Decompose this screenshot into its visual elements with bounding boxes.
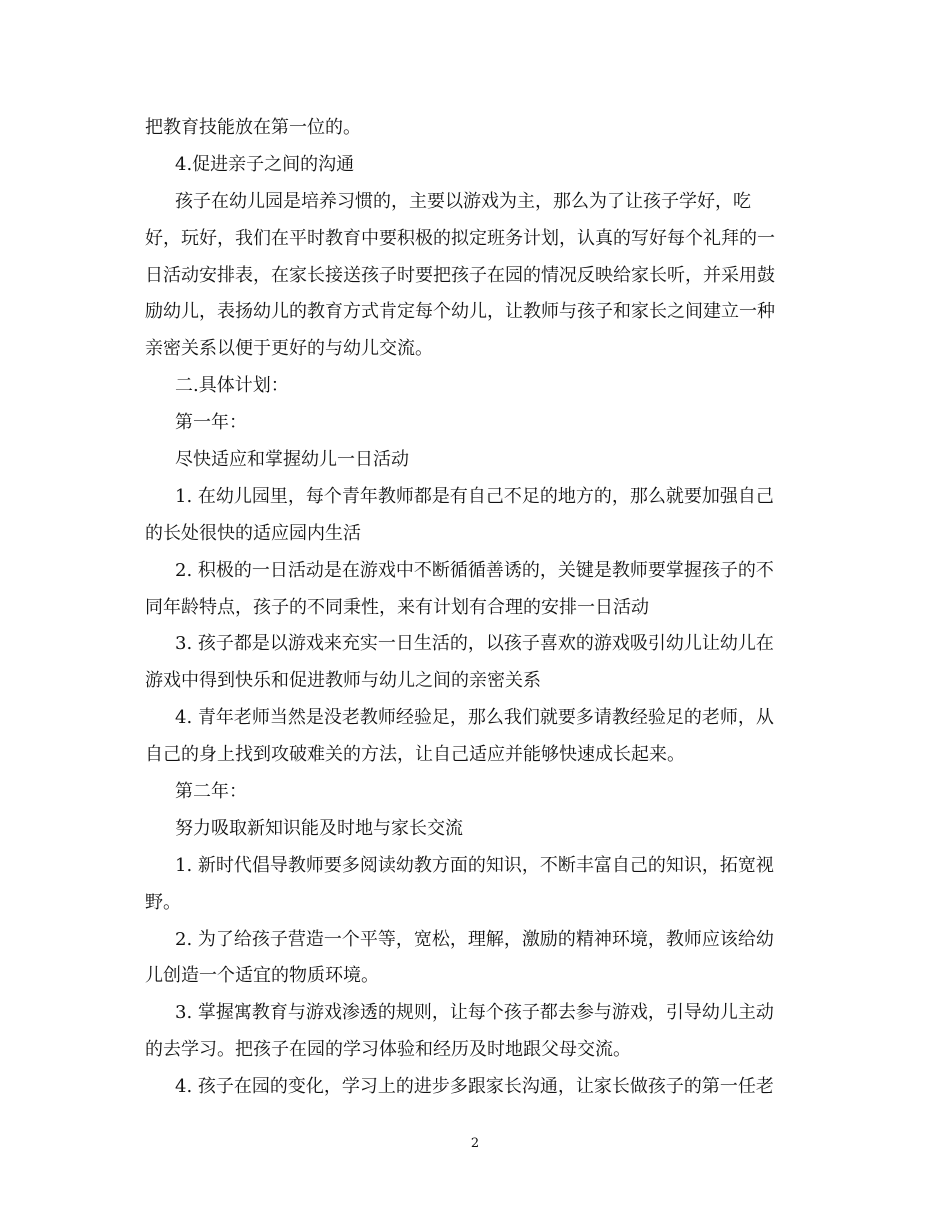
text-line: 1. 新时代倡导教师要多阅读幼教方面的知识，不断丰富自己的知识，拓宽视 [175,854,774,876]
text-line: 3. 掌握寓教育与游戏渗透的规则，让每个孩子都去参与游戏，引导幼儿主动 [175,1002,774,1024]
body-text [145,110,810,1106]
text-line: 好，玩好，我们在平时教育中要积极的拟定班务计划，认真的写好每个礼拜的一 [145,227,775,249]
text-line: 4. 青年老师当然是没老教师经验足，那么我们就要多请教经验足的老师，从 [175,707,774,729]
page-number: 2 [470,1136,480,1151]
text-line: 的去学习。把孩子在园的学习体验和经历及时地跟父母交流。 [145,1039,631,1061]
text-line: 4.促进亲子之间的沟通 [175,153,355,175]
text-line: 同年龄特点，孩子的不同秉性，来有计划有合理的安排一日活动 [145,596,649,618]
text-line: 2. 为了给孩子营造一个平等，宽松，理解，激励的精神环境，教师应该给幼 [175,928,774,950]
text-line: 1. 在幼儿园里，每个青年教师都是有自己不足的地方的，那么就要加强自己 [175,485,774,507]
text-line: 二.具体计划： [175,375,289,397]
text-line: 孩子在幼儿园是培养习惯的，主要以游戏为主，那么为了让孩子学好，吃 [175,190,751,212]
text-line: 4. 孩子在园的变化，学习上的进步多跟家长沟通，让家长做孩子的第一任老 [175,1076,774,1098]
text-line: 第一年： [175,412,247,434]
text-line: 尽快适应和掌握幼儿一日活动 [175,449,409,471]
text-line: 日活动安排表，在家长接送孩子时要把孩子在园的情况反映给家长听，并采用鼓 [145,264,775,286]
text-line: 励幼儿，表扬幼儿的教育方式肯定每个幼儿，让教师与孩子和家长之间建立一种 [145,301,775,323]
text-line: 自己的身上找到攻破难关的方法，让自己适应并能够快速成长起来。 [145,744,685,766]
text-line: 的长处很快的适应园内生活 [145,522,361,544]
text-line: 游戏中得到快乐和促进教师与幼儿之间的亲密关系 [145,670,541,692]
text-line: 把教育技能放在第一位的。 [145,117,361,138]
text-line: 儿创造一个适宜的物质环境。 [145,965,379,987]
text-line: 亲密关系以便于更好的与幼儿交流。 [145,338,433,360]
text-line: 3. 孩子都是以游戏来充实一日生活的，以孩子喜欢的游戏吸引幼儿让幼儿在 [175,633,774,655]
text-line: 野。 [145,891,181,913]
text-line: 2. 积极的一日活动是在游戏中不断循循善诱的，关键是教师要掌握孩子的不 [175,559,774,581]
text-line: 努力吸取新知识能及时地与家长交流 [175,817,463,839]
text-line: 第二年： [175,781,247,803]
